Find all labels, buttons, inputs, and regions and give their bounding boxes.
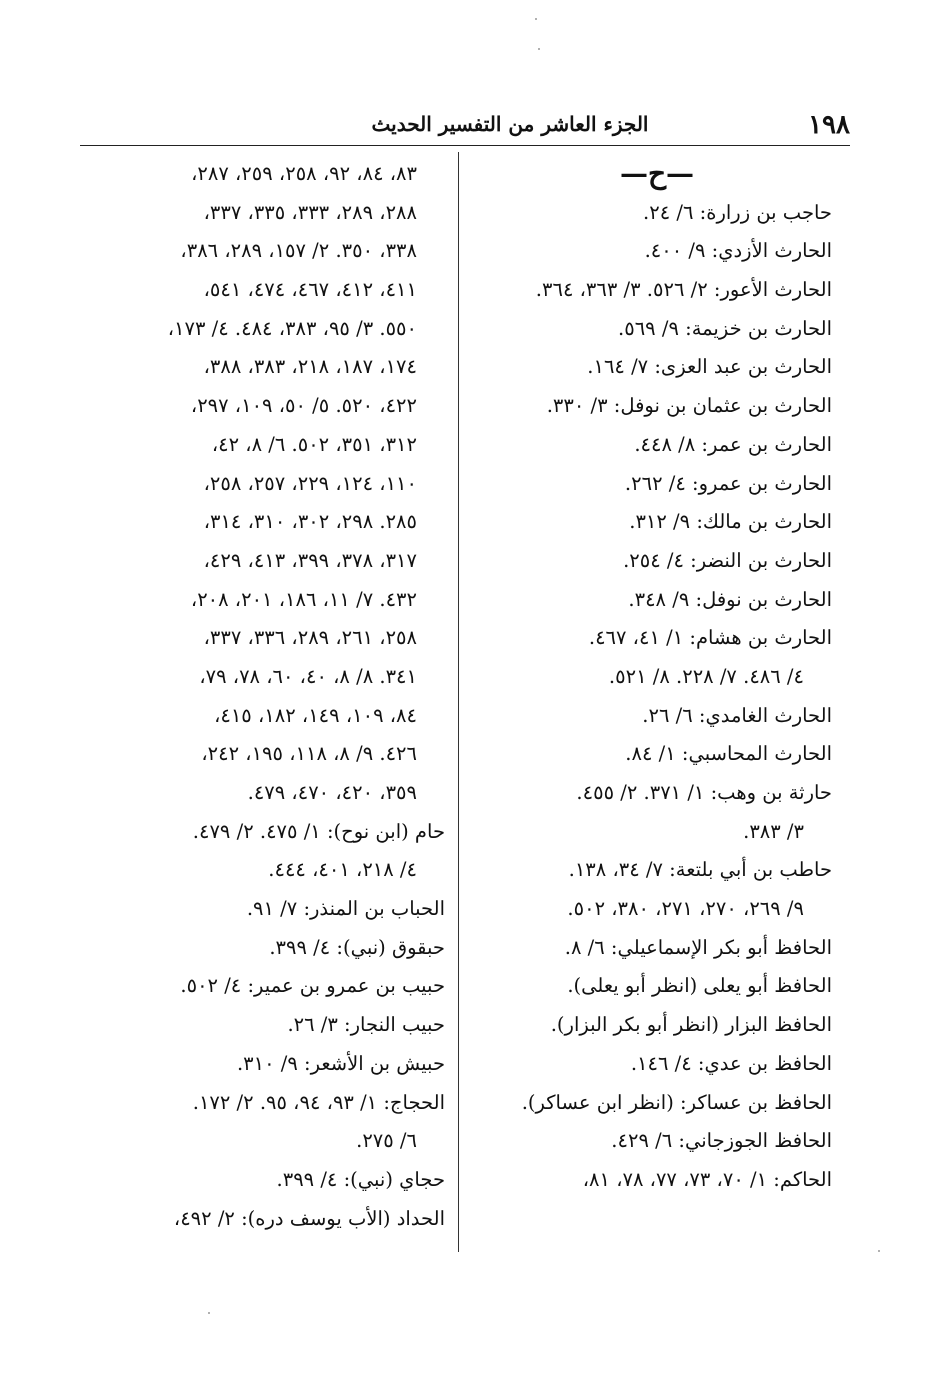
index-entry-line: الحارث بن عمرو: ٤/ ٢٦٢. <box>624 471 832 495</box>
index-entry-line: حاطب بن أبي بلتعة: ٧/ ٣٤، ١٣٨. <box>568 858 832 882</box>
speck <box>535 18 537 20</box>
index-entry-line: ١١٠، ١٢٤، ٢٢٩، ٢٥٧، ٢٥٨، <box>203 471 417 495</box>
index-entry-line: ٥٥٠. ٣/ ٩٥، ٣٨٣، ٤٨٤. ٤/ ١٧٣، <box>167 316 417 340</box>
index-entry-line: الحارث بن خزيمة: ٩/ ٥٦٩. <box>618 316 832 340</box>
index-entry-line: الحافظ أبو بكر الإسماعيلي: ٦/ ٨. <box>564 935 832 959</box>
index-entry-line: ٢٨٥. ٢٩٨، ٣٠٢، ٣١٠، ٣١٤، <box>203 510 417 534</box>
index-entry-line: ١٧٤، ١٨٧، ٢١٨، ٣٨٣، ٣٨٨، <box>203 355 417 379</box>
index-entry-line: حاجب بن زرارة: ٦/ ٢٤. <box>643 200 832 224</box>
index-entry-line: ٣٣٨، ٣٥٠. ٢/ ١٥٧، ٢٨٩، ٣٨٦، <box>180 239 417 263</box>
running-title: الجزء العاشر من التفسير الحديث <box>371 112 649 136</box>
index-entry-line: الحارث بن عبد العزى: ٧/ ١٦٤. <box>587 355 832 379</box>
index-entry-line: ٤/ ٢١٨، ٤٠١، ٤٤٤. <box>268 858 417 882</box>
speck <box>208 1312 210 1314</box>
index-entry-line: الحافظ البزار (انظر أبو بكر البزار). <box>550 1013 832 1037</box>
index-entry-line: ٨٣، ٨٤، ٩٢، ٢٥٨، ٢٥٩، ٢٨٧، <box>191 162 417 185</box>
index-column-right <box>482 155 832 1200</box>
speck <box>538 48 540 50</box>
index-entry-line: الحافظ أبو يعلى (انظر أبو يعلى). <box>567 974 832 998</box>
index-entry-line: ٢٨٨، ٢٨٩، ٣٣٣، ٣٣٥، ٣٣٧، <box>203 200 417 224</box>
index-entry-line: ٦/ ٢٧٥. <box>356 1129 417 1153</box>
index-entry-line: الحارث بن عمر: ٨/ ٤٤٨. <box>634 432 832 456</box>
index-entry-line: ٩/ ٢٦٩، ٢٧٠، ٢٧١، ٣٨٠، ٥٠٢. <box>567 897 804 921</box>
header-rule <box>80 145 850 146</box>
index-entry-line: حبيب بن عمرو بن عمير: ٤/ ٥٠٢. <box>180 974 445 998</box>
index-entry-line: ٣١٧، ٣٧٨، ٣٩٩، ٤١٣، ٤٢٩، <box>203 548 417 572</box>
index-entry-line: الحارث بن نوفل: ٩/ ٣٤٨. <box>628 587 832 611</box>
index-entry-line: الحارث الغامدي: ٦/ ٢٦. <box>642 703 832 727</box>
index-entry-line: الحارث بن عثمان بن نوفل: ٣/ ٣٣٠. <box>546 394 832 418</box>
index-entry-line: ٤٢٦. ٩/ ٨، ١١٨، ١٩٥، ٢٤٢، <box>201 742 417 766</box>
index-entry-line: الحارث الأزدي: ٩/ ٤٠٠. <box>644 239 832 263</box>
index-entry-line: حبقوق (نبي): ٤/ ٣٩٩. <box>269 935 445 959</box>
index-entry-line: الحافظ الجوزجاني: ٦/ ٤٢٩. <box>611 1129 832 1153</box>
index-entry-line: الحارث بن هشام: ١/ ٤١، ٤٦٧. <box>588 626 832 650</box>
index-entry-line: ٤١١، ٤١٢، ٤٦٧، ٤٧٤، ٥٤١، <box>203 278 417 302</box>
index-column-left <box>75 155 445 1238</box>
section-letter-heading: —ح— <box>619 157 695 190</box>
index-entry-line: ٤/ ٤٨٦. ٧/ ٢٢٨. ٨/ ٥٢١. <box>608 664 804 688</box>
index-entry-line: الحافظ بن عدي: ٤/ ١٤٦. <box>630 1051 832 1075</box>
index-entry-line: الحباب بن المنذر: ٧/ ٩١. <box>246 897 445 921</box>
index-entry-line: الحجاج: ١/ ٩٣، ٩٤، ٩٥. ٢/ ١٧٢. <box>192 1090 445 1114</box>
index-entry-line: الحارث بن النضر: ٤/ ٢٥٤. <box>623 548 832 572</box>
index-entry-line: ٣٤١. ٨/ ٨، ٤٠، ٦٠، ٧٨، ٧٩، <box>199 664 417 688</box>
index-entry-line: حام (ابن نوح): ١/ ٤٧٥. ٢/ ٤٧٩. <box>192 819 445 843</box>
page-header <box>80 108 850 142</box>
index-entry-line: ٣١٢، ٣٥١، ٥٠٢. ٦/ ٨، ٤٢، <box>211 432 417 456</box>
index-entry-line: ٣٥٩، ٤٢٠، ٤٧٠، ٤٧٩. <box>247 781 417 804</box>
index-entry-line: ٨٤، ١٠٩، ١٤٩، ١٨٢، ٤١٥، <box>214 703 417 727</box>
index-entry-line: الحداد (الأب يوسف دره): ٢/ ٤٩٢، <box>173 1206 445 1230</box>
index-entry-line: ٤٢٢، ٥٢٠. ٥/ ٥٠، ١٠٩، ٢٩٧، <box>190 394 417 418</box>
page-number: ١٩٨ <box>808 110 850 140</box>
index-entry-line: الحاكم: ١/ ٧٠، ٧٣، ٧٧، ٧٨، ٨١، <box>582 1167 832 1191</box>
index-entry-line: حبيش بن الأشعر: ٩/ ٣١٠. <box>236 1051 445 1075</box>
index-entry-line: ٣/ ٣٨٣. <box>743 819 804 843</box>
index-entry-line: الحارث الأعور: ٢/ ٥٢٦. ٣/ ٣٦٣، ٣٦٤. <box>535 278 832 302</box>
index-entry-line: الحافظ بن عساكر: (انظر ابن عساكر). <box>521 1090 832 1114</box>
index-entry-line: ٤٣٢. ٧/ ١١، ١٨٦، ٢٠١، ٢٠٨، <box>190 587 417 611</box>
index-entry-line: الحارث المحاسبي: ١/ ٨٤. <box>625 742 832 766</box>
speck <box>878 1250 880 1252</box>
index-entry-line: حجاي (نبي): ٤/ ٣٩٩. <box>276 1167 445 1191</box>
column-divider <box>458 152 459 1252</box>
index-entry-line: ٢٥٨، ٢٦١، ٢٨٩، ٣٣٦، ٣٣٧، <box>203 626 417 650</box>
index-entry-line: الحارث بن مالك: ٩/ ٣١٢. <box>629 510 832 534</box>
index-entry-line: حبيب النجار: ٣/ ٢٦. <box>287 1013 445 1037</box>
index-entry-line: حارثة بن وهب: ١/ ٣٧١. ٢/ ٤٥٥. <box>576 781 832 804</box>
